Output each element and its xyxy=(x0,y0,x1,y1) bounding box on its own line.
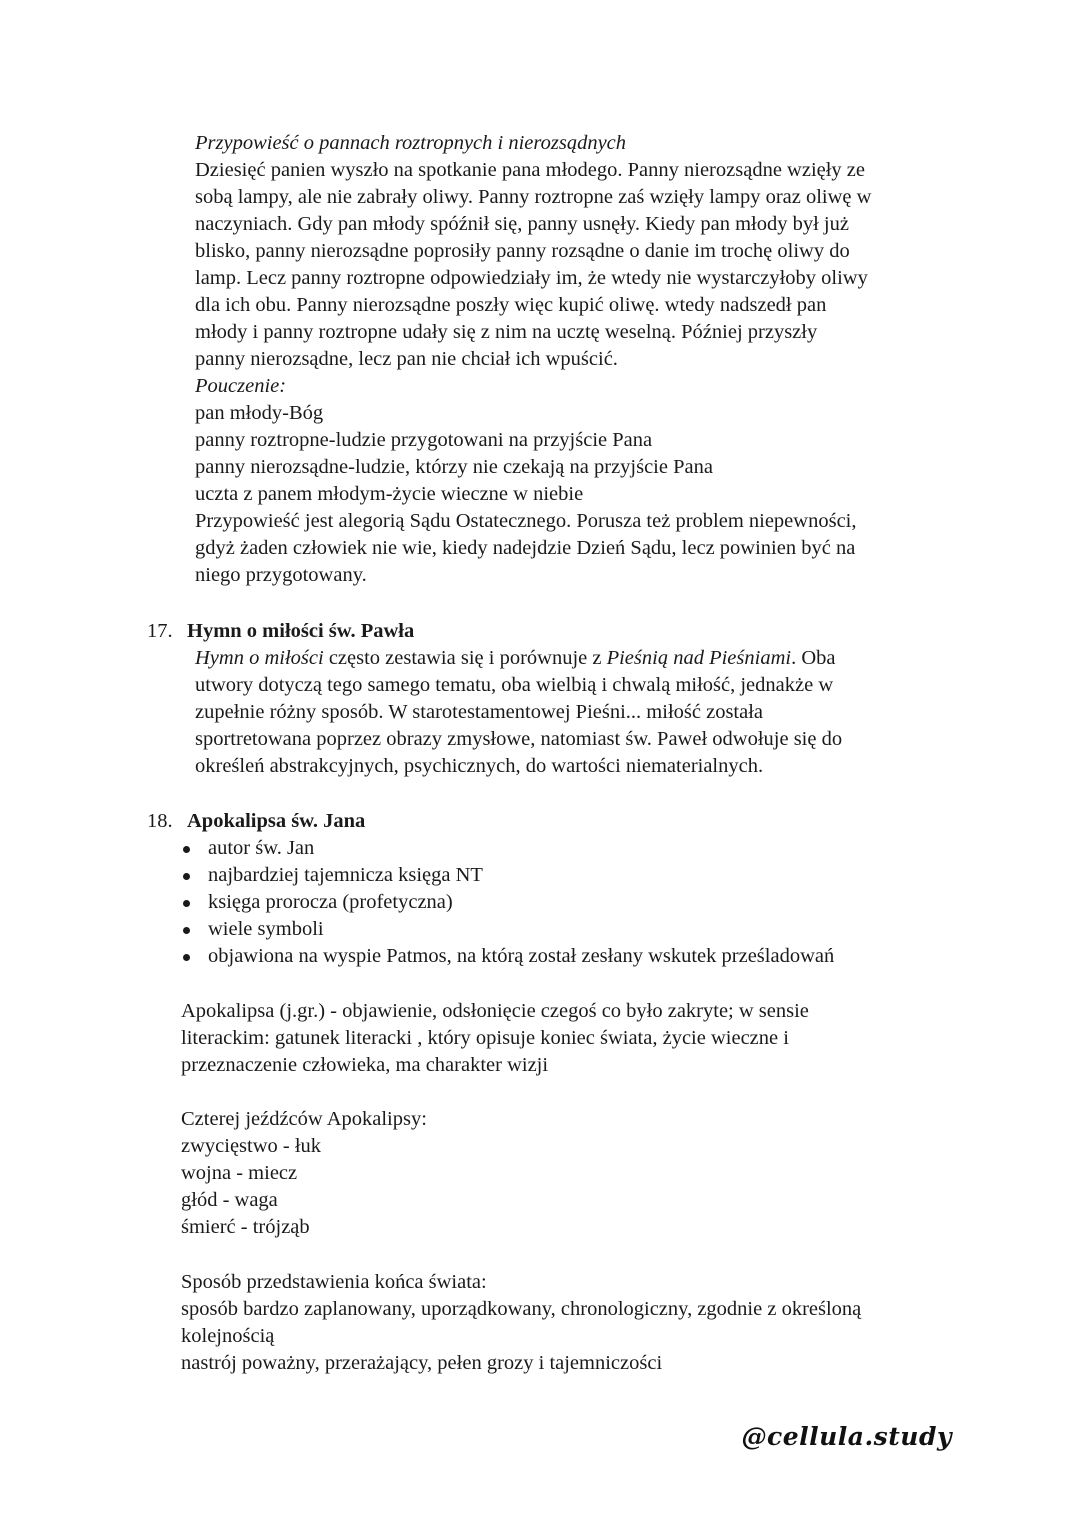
bullet-item: objawiona na wyspie Patmos, na którą został zesłany wskutek prześladowań xyxy=(180,943,834,970)
body-line: zupełnie różny sposób. W starotestamentowej Pieśni... miłość została xyxy=(195,701,764,723)
body-line: określeń abstrakcyjnych, psychicznych, do wartości niematerialnych. xyxy=(195,755,764,777)
section-title: Apokalipsa św. Jana xyxy=(187,810,366,832)
horseman-item: głód - waga xyxy=(181,1189,278,1211)
section-18-heading xyxy=(147,808,365,835)
body-line: sportretowana poprzez obrazy zmysłowe, natomiast św. Paweł odwołuje się do xyxy=(195,728,843,750)
parable-paragraph xyxy=(195,157,871,373)
definition-line: przeznaczenie człowieka, ma charakter wizji xyxy=(181,1054,549,1076)
paragraph-line: młody i panny roztropne udały się z nim na ucztę weselną. Później przyszły xyxy=(195,321,818,343)
end-line: sposób bardzo zaplanowany, uporządkowany, chronologiczny, zgodnie z określoną xyxy=(181,1298,862,1320)
paragraph-line: panny nierozsądne, lecz pan nie chciał ich wpuścić. xyxy=(195,348,618,370)
apocalypse-definition xyxy=(181,998,809,1079)
work-title: Pieśnią nad Pieśniami xyxy=(606,647,792,669)
lesson-item: uczta z panem młodym-życie wieczne w niebie xyxy=(195,483,584,505)
section-number: 17. xyxy=(147,620,173,642)
definition-line: literackim: gatunek literacki , który opisuje koniec świata, życie wieczne i xyxy=(181,1027,789,1049)
end-line: kolejnością xyxy=(181,1325,275,1347)
author-signature: @cellula.study xyxy=(741,1422,952,1451)
section-number: 18. xyxy=(147,810,173,832)
lesson-item: panny roztropne-ludzie przygotowani na przyjście Pana xyxy=(195,429,653,451)
paragraph-line: blisko, panny nierozsądne poprosiły panny rozsądne o danie im trochę oliwy do xyxy=(195,240,850,262)
paragraph-line: sobą lampy, ale nie zabrały oliwy. Panny roztropne zaś wzięły lampy oraz oliwę w xyxy=(195,186,872,208)
bullet-item: autor św. Jan xyxy=(180,835,834,862)
end-line: nastrój poważny, przerażający, pełen grozy i tajemniczości xyxy=(181,1352,663,1374)
conclusion-line: niego przygotowany. xyxy=(195,564,367,586)
end-of-world-block xyxy=(181,1269,861,1377)
work-title: Hymn o miłości xyxy=(195,647,324,669)
body-text: . Oba xyxy=(791,647,836,669)
bullet-item: najbardziej tajemnicza księga NT xyxy=(180,862,834,889)
horseman-item: zwycięstwo - łuk xyxy=(181,1135,322,1157)
paragraph-line: Dziesięć panien wyszło na spotkanie pana młodego. Panny nierozsądne wzięły ze xyxy=(195,159,866,181)
definition-line: Apokalipsa (j.gr.) - objawienie, odsłonięcie czegoś co było zakryte; w sensie xyxy=(181,1000,809,1022)
paragraph-line: lamp. Lecz panny roztropne odpowiedziały im, że wtedy nie wystarczyłoby oliwy xyxy=(195,267,868,289)
horsemen-block xyxy=(181,1106,427,1241)
horseman-item: wojna - miecz xyxy=(181,1162,298,1184)
horsemen-label: Czterej jeźdźców Apokalipsy: xyxy=(181,1108,427,1130)
parable-section xyxy=(195,130,871,589)
section-title: Hymn o miłości św. Pawła xyxy=(187,620,415,642)
lesson-label: Pouczenie: xyxy=(195,375,287,397)
body-text: często zestawia się i porównuje z xyxy=(323,647,607,669)
horseman-item: śmierć - trójząb xyxy=(181,1216,310,1238)
body-line: utwory dotyczą tego samego tematu, oba wielbią i chwalą miłość, jednakże w xyxy=(195,674,834,696)
end-label: Sposób przedstawienia końca świata: xyxy=(181,1271,487,1293)
apocalypse-bullet-list xyxy=(180,835,834,970)
parable-conclusion xyxy=(195,508,871,589)
lesson-item: panny nierozsądne-ludzie, którzy nie czekają na przyjście Pana xyxy=(195,456,713,478)
parable-title: Przypowieść o pannach roztropnych i nierozsądnych xyxy=(195,132,627,154)
paragraph-line: dla ich obu. Panny nierozsądne poszły więc kupić oliwę. wtedy nadszedł pan xyxy=(195,294,827,316)
lesson-item: pan młody-Bóg xyxy=(195,402,324,424)
body-line xyxy=(195,645,842,672)
lesson-list xyxy=(195,400,871,508)
section-17-body xyxy=(195,645,842,780)
section-17-heading xyxy=(147,618,414,645)
bullet-item: wiele symboli xyxy=(180,916,834,943)
paragraph-line: naczyniach. Gdy pan młody spóźnił się, panny usnęły. Kiedy pan młody był już xyxy=(195,213,849,235)
conclusion-line: Przypowieść jest alegorią Sądu Ostatecznego. Porusza też problem niepewności, xyxy=(195,510,857,532)
conclusion-line: gdyż żaden człowiek nie wie, kiedy nadejdzie Dzień Sądu, lecz powinien być na xyxy=(195,537,856,559)
bullet-item: księga prorocza (profetyczna) xyxy=(180,889,834,916)
